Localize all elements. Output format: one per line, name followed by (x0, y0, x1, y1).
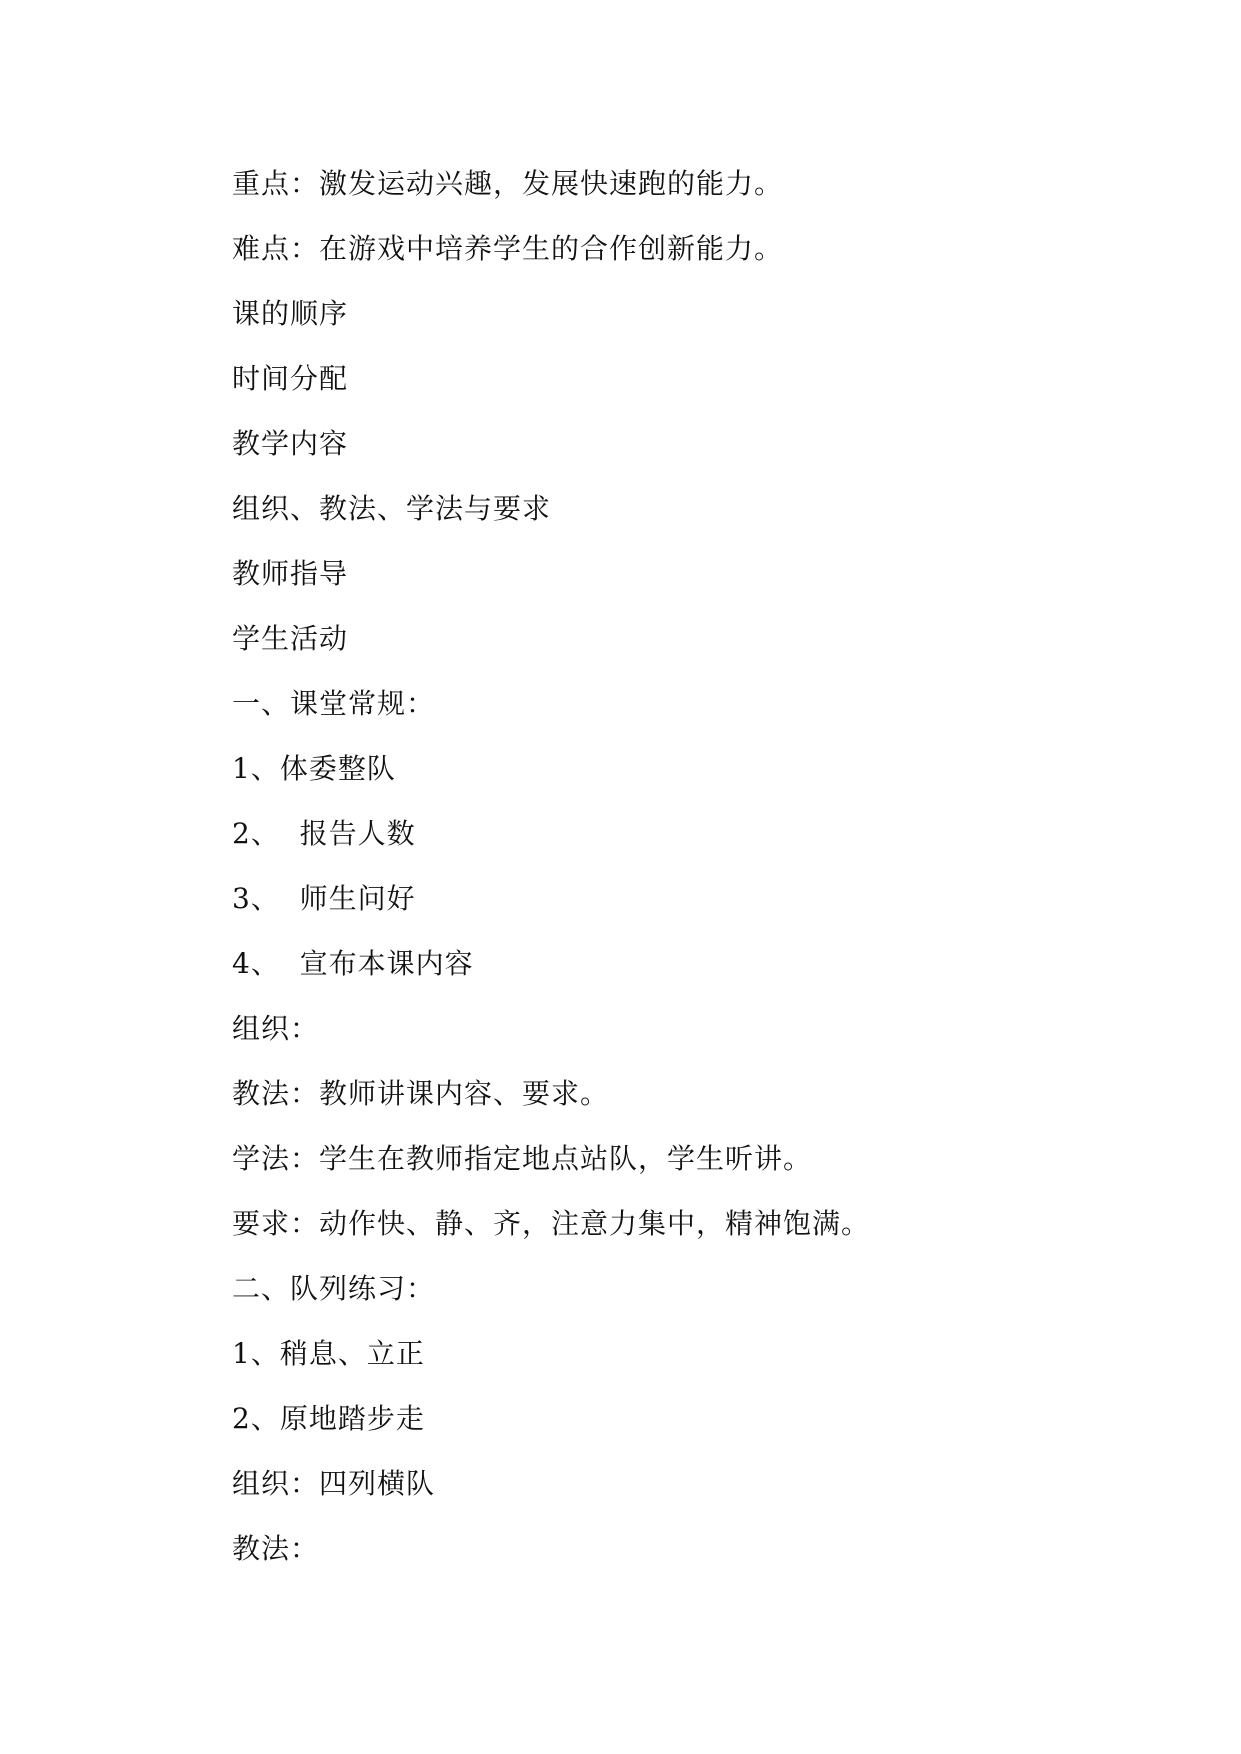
organization-methods-label: 组织、教法、学法与要求 (232, 492, 552, 525)
list-item: 2、原地踏步走 (232, 1402, 425, 1435)
learning-method-line: 学法：学生在教师指定地点站队，学生听讲。 (232, 1142, 813, 1175)
teaching-content-label: 教学内容 (232, 427, 349, 460)
difficulty-line: 难点：在游戏中培养学生的合作创新能力。 (232, 232, 784, 265)
list-item: 2、 报告人数 (232, 817, 416, 850)
section-heading-routine: 一、课堂常规： (232, 687, 436, 720)
requirements-line: 要求：动作快、静、齐，注意力集中，精神饱满。 (232, 1207, 871, 1240)
list-item: 4、 宣布本课内容 (232, 947, 474, 980)
key-point-line: 重点：激发运动兴趣，发展快速跑的能力。 (232, 167, 784, 200)
teacher-guidance-label: 教师指导 (232, 557, 349, 590)
organization-line: 组织： (232, 1012, 320, 1045)
list-item: 3、 师生问好 (232, 882, 416, 915)
document-body (232, 158, 1132, 1588)
section-heading-drill: 二、队列练习： (232, 1272, 436, 1305)
organization-line: 组织：四列横队 (232, 1467, 436, 1500)
time-allocation-label: 时间分配 (232, 362, 349, 395)
teaching-method-line: 教法： (232, 1532, 320, 1565)
teaching-method-line: 教法：教师讲课内容、要求。 (232, 1077, 610, 1110)
lesson-order-label: 课的顺序 (232, 297, 349, 330)
student-activity-label: 学生活动 (232, 622, 349, 655)
list-item: 1、体委整队 (232, 752, 396, 785)
list-item: 1、稍息、立正 (232, 1337, 425, 1370)
